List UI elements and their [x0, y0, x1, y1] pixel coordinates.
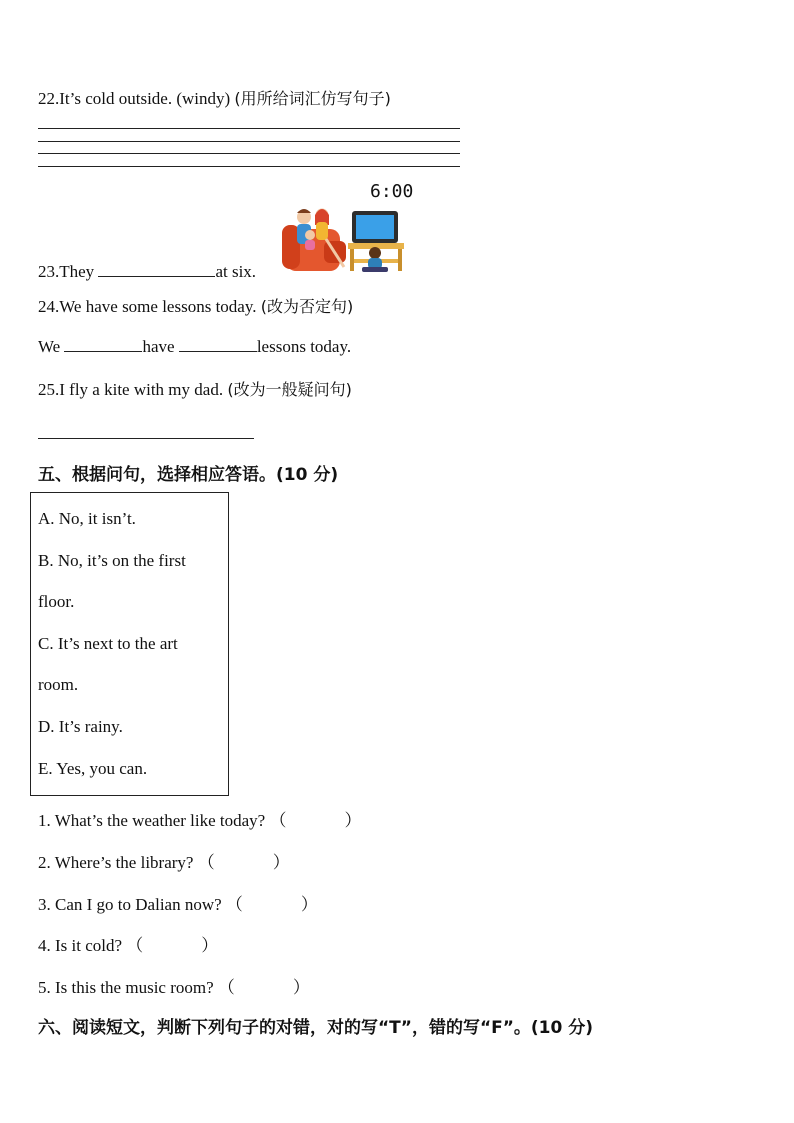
question-sentence: I fly a kite with my dad. [59, 380, 224, 399]
answer-paren-close: ） [344, 811, 362, 830]
option-c-cont: room. [38, 675, 79, 694]
answer-24 [38, 337, 351, 357]
answer-paren-open: （ [197, 853, 215, 872]
question-text: 5. Is this the music room? [38, 978, 214, 997]
option-b-cont: floor. [38, 592, 75, 611]
answer-text: We [38, 337, 65, 356]
question-instruction: (改为否定句) [260, 297, 354, 316]
question-text: 1. What’s the weather like today? [38, 811, 266, 830]
question-sentence: We have some lessons today. [59, 297, 257, 316]
section-5-title: 五、根据问句，选择相应答语。(10 分) [38, 465, 339, 485]
fill-blank[interactable] [64, 337, 142, 352]
answer-line[interactable] [38, 128, 460, 129]
question-sentence: It’s cold outside. (windy) [59, 89, 231, 108]
answer-paren-close: ） [272, 853, 290, 872]
answer-paren-close: ） [201, 936, 219, 955]
question-text: at six. [215, 262, 257, 281]
question-23 [38, 262, 256, 282]
answer-paren-open: （ [225, 895, 243, 914]
family-watching-tv-illustration [282, 203, 406, 275]
question-number: 25. [38, 380, 60, 399]
question-25 [38, 377, 352, 400]
option-c: C. It’s next to the art [38, 634, 178, 653]
question-number: 23. [38, 262, 60, 281]
question-4 [38, 931, 218, 956]
question-text: 2. Where’s the library? [38, 853, 194, 872]
answer-text: have [142, 337, 179, 356]
question-24 [38, 294, 353, 317]
question-text: 4. Is it cold? [38, 936, 123, 955]
question-3 [38, 890, 318, 915]
fill-blank[interactable] [179, 337, 257, 352]
question-instruction: (用所给词汇仿写句子) [234, 89, 391, 108]
answer-paren-close: ） [292, 978, 310, 997]
question-5 [38, 973, 310, 998]
question-instruction: (改为一般疑问句) [227, 380, 352, 399]
answer-line[interactable] [38, 141, 460, 142]
answer-line[interactable] [38, 153, 460, 154]
section-6-title: 六、阅读短文，判断下列句子的对错，对的写“T”，错的写“F”。(10 分) [38, 1018, 594, 1038]
question-number: 24. [38, 297, 60, 316]
option-e: E. Yes, you can. [38, 759, 148, 778]
option-b: B. No, it’s on the first [38, 551, 186, 570]
option-d: D. It’s rainy. [38, 717, 123, 736]
clock-time: 6:00 [370, 181, 414, 202]
answer-paren-open: （ [217, 978, 235, 997]
question-2 [38, 848, 290, 873]
question-number: 22. [38, 89, 60, 108]
answer-paren-close: ） [300, 895, 318, 914]
answer-line[interactable] [38, 438, 254, 439]
question-22 [38, 86, 391, 109]
fill-blank[interactable] [98, 262, 215, 277]
question-1 [38, 806, 361, 831]
answer-line[interactable] [38, 166, 460, 167]
option-a: A. No, it isn’t. [38, 509, 136, 528]
answer-paren-open: （ [126, 936, 144, 955]
answer-paren-open: （ [269, 811, 287, 830]
answer-text: lessons today. [256, 337, 352, 356]
question-text: 3. Can I go to Dalian now? [38, 895, 222, 914]
question-text: They [59, 262, 99, 281]
